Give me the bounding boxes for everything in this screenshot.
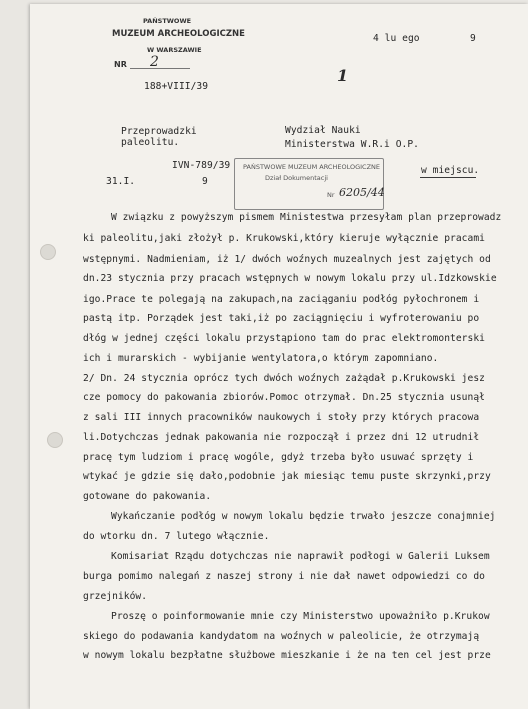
body-line: do wtorku dn. 7 lutego włącznie. (83, 531, 270, 542)
body-line: Wykańczanie podłóg w nowym lokalu będzie trwało jeszcze conajmniej (111, 511, 496, 522)
incoming-date-year: 9 (202, 176, 208, 187)
receipt-stamp (234, 158, 384, 210)
subject-line2: paleolitu. (121, 137, 180, 148)
body-line: Komisariat Rządu dotychczas nie naprawił podłogi w Galerii Luksem (111, 551, 490, 562)
punch-hole-bottom (47, 432, 63, 448)
body-line: wstępnymi. Nadmieniam, iż 1/ dwóch woźnych muzealnych jest zajętych od (83, 254, 491, 265)
body-line: dn.23 stycznia przy pracach wstępnych w nowym lokalu przy ul.Idzkowskie (83, 273, 497, 284)
receipt-stamp-line1: PAŃSTWOWE MUZEUM ARCHEOLOGICZNE (243, 163, 381, 171)
body-line: W związku z powyższym pismem Ministestwa przesyłam plan przeprowadz (111, 212, 502, 223)
body-line: li.Dotychczas jednak pakowania nie rozpoczął i przez dni 12 utrudnił (83, 432, 480, 443)
incoming-date: 31.I. (106, 176, 136, 187)
body-line: 2/ Dn. 24 stycznia oprócz tych dwóch woźnych zażądał p.Krukowski jesz (83, 373, 485, 384)
recipient-line2: Ministerstwa W.R.i O.P. (285, 139, 419, 150)
receipt-stamp-line3: Nr (327, 191, 335, 199)
body-line: pracę tym ludziom i pracę wogóle, gdyż trzeba było usuwać sprzęty i (83, 452, 474, 463)
reference-number: 188+VIII/39 (144, 81, 209, 92)
museum-stamp-line3: W WARSZAWIE (147, 46, 202, 54)
body-line: Proszę o poinformowanie mnie czy Ministerstwo upoważniło p.Krukow (111, 611, 490, 622)
incoming-ref: IVN-789/39 (172, 160, 231, 171)
subject-line1: Przeprowadzki (121, 126, 197, 137)
museum-stamp-line2: MUZEUM ARCHEOLOGICZNE (112, 29, 245, 39)
corner-mark: 1 (337, 66, 349, 85)
museum-stamp-nr: NR (114, 60, 127, 69)
body-line: gotowane do pakowania. (83, 491, 212, 502)
body-line: pastą itp. Porządek jest taki,iż po zaciągnięciu i wyfroterowaniu po (83, 313, 480, 324)
letter-year: 9 (470, 33, 476, 44)
body-line: burga pomimo nalegań z naszej strony i nie dał nawet odpowiedzi co do (83, 571, 485, 582)
letter-date: 4 lu ego (373, 33, 420, 44)
recipient-line1: Wydział Nauki (285, 125, 361, 136)
punch-hole-top (40, 244, 56, 260)
receipt-stamp-line2: Dział Dokumentacji (265, 174, 328, 182)
body-line: igo.Prace te polegają na zakupach,na zaciąganiu podłóg pyłochronem i (83, 294, 480, 305)
receipt-stamp-number: 6205/44 (339, 186, 385, 199)
body-line: grzejników. (83, 591, 148, 602)
stamp-nr-line (130, 68, 190, 69)
recipient-underline (420, 177, 476, 178)
body-line: cze pomocy do pakowania zbiorów.Pomoc otrzymał. Dn.25 stycznia usunął (83, 392, 485, 403)
body-line: z sali III innych pracowników naukowych i stoły przy których pracowa (83, 412, 480, 423)
body-line: ki paleolitu,jaki złożył p. Krukowski,który kieruje wyłącznie pracami (83, 233, 485, 244)
body-line: w nowym lokalu bezpłatne służbowe mieszkanie i że na ten cel jest prze (83, 650, 491, 661)
museum-stamp-line1: PAŃSTWOWE (143, 17, 192, 25)
recipient-line3: w miejscu. (421, 165, 480, 176)
page-mark: 2 (150, 54, 159, 70)
body-line: dłóg w jednej części lokalu przystąpiono tam do prac elektromonterski (83, 333, 485, 344)
body-line: ich i murarskich - wybijanie wentylatora,o którym zapomniano. (83, 353, 439, 364)
body-line: skiego do podawania kandydatom na woźnych w paleolicie, że otrzymają (83, 631, 480, 642)
body-line: wtykać je gdzie się dało,podobnie jak miesiąc temu puste skrzynki,przy (83, 471, 491, 482)
